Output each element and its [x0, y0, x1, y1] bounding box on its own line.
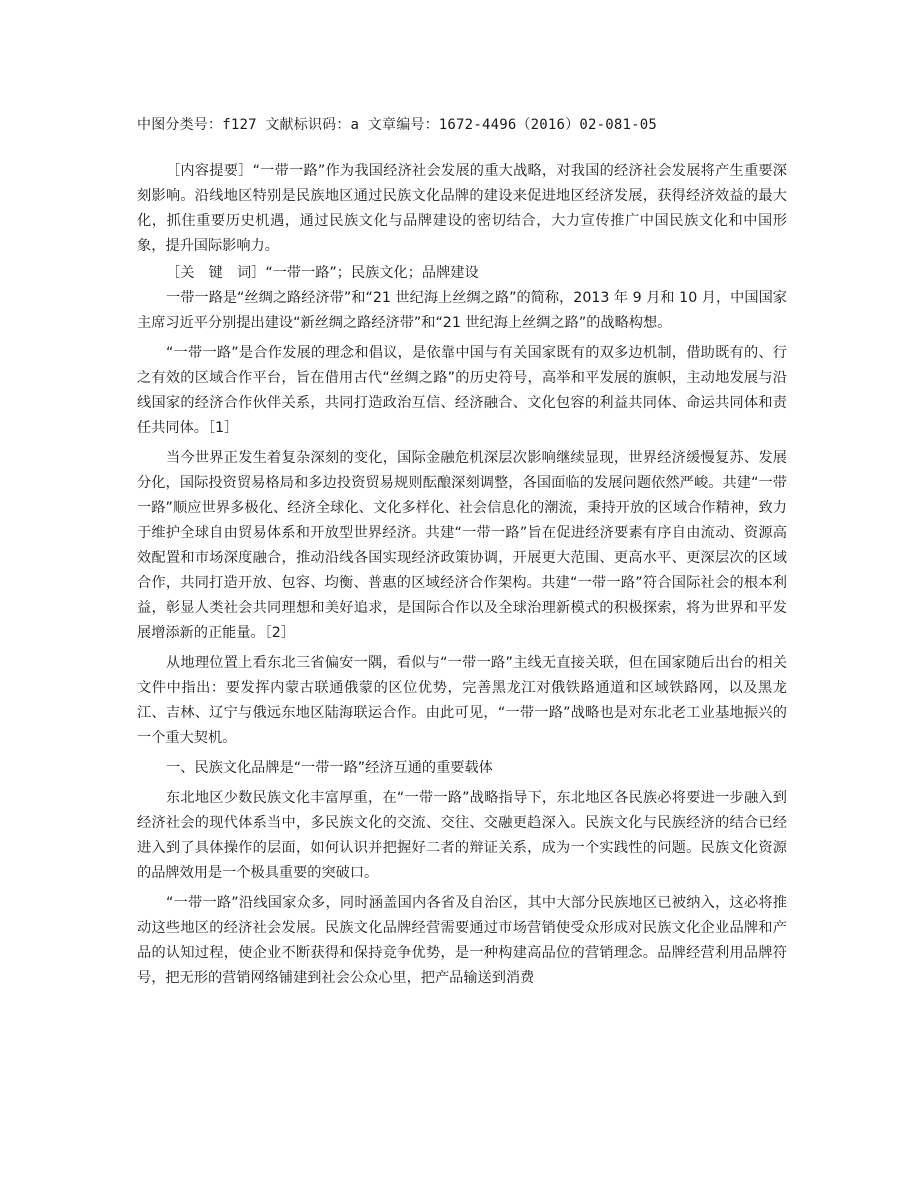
- article-page: [137, 113, 787, 996]
- paragraph-northeast: 从地理位置上看东北三省偏安一隅，看似与“一带一路”主线无直接关联，但在国家随后出台的相关文件中指出：要发挥内蒙古联通俄蒙的区位优势，完善黑龙江对俄铁路通道和区域铁路网，以及黑龙江、吉林、辽宁与俄远东地区陆海联运合作。由此可见，“一带一路”战略也是对东北老工业基地振兴的一个重大契机。: [137, 655, 787, 746]
- classification-line: 中图分类号：f127 文献标识码：a 文章编号：1672-4496（2016）02-081-05: [137, 117, 658, 133]
- keywords: ［关 键 词］“一带一路”；民族文化；品牌建设: [166, 265, 479, 281]
- paragraph-ethnic-culture: 东北地区少数民族文化丰富厚重，在“一带一路”战略指导下，东北地区各民族必将要进一步融入到经济社会的现代体系当中，多民族文化的交流、交往、交融更趋深入。民族文化与民族经济的结合已经进入到了具体操作的层面，如何认识并把握好二者的辩证关系，成为一个实践性的问题。民族文化资源的品牌效用是一个极具重要的突破口。: [137, 790, 787, 881]
- abstract: ［内容提要］“一带一路”作为我国经济社会发展的重大战略，对我国的经济社会发展将产生重要深刻影响。沿线地区特别是民族地区通过民族文化品牌的建设来促进地区经济发展，获得经济效益的最大化，抓住重要历史机遇，通过民族文化与品牌建设的密切结合，大力宣传推广中国民族文化和中国形象，提升国际影响力。: [137, 163, 787, 254]
- section-heading: 一、民族文化品牌是“一带一路”经济互通的重要载体: [166, 760, 493, 776]
- paragraph-concept: “一带一路”是合作发展的理念和倡议，是依靠中国与有关国家既有的双多边机制，借助既有的、行之有效的区域合作平台，旨在借用古代“丝绸之路”的历史符号，高举和平发展的旗帜，主动地发展与沿线国家的经济合作伙伴关系，共同打造政治互信、经济融合、文化包容的利益共同体、命运共同体和责任共同体。［1］: [137, 345, 787, 436]
- paragraph-intro: 一带一路是“丝绸之路经济带”和“21 世纪海上丝绸之路”的简称，2013 年 9 月和 10 月，中国国家主席习近平分别提出建设“新丝绸之路经济带”和“21 世纪海上丝绸之路”的战略构想。: [137, 290, 787, 331]
- paragraph-brand-marketing: “一带一路”沿线国家众多，同时涵盖国内各省及自治区，其中大部分民族地区已被纳入，这必将推动这些地区的经济社会发展。民族文化品牌经营需要通过市场营销使受众形成对民族文化企业品牌和产品的认知过程，使企业不断获得和保持竞争优势，是一种构建高品位的营销理念。品牌经营利用品牌符号，把无形的营销网络铺建到社会公众心里，把产品输送到消费: [137, 895, 787, 986]
- paragraph-world-context: 当今世界正发生着复杂深刻的变化，国际金融危机深层次影响继续显现，世界经济缓慢复苏、发展分化，国际投资贸易格局和多边投资贸易规则酝酿深刻调整，各国面临的发展问题依然严峻。共建“一带一路”顺应世界多极化、经济全球化、文化多样化、社会信息化的潮流，秉持开放的区域合作精神，致力于维护全球自由贸易体系和开放型世界经济。共建“一带一路”旨在促进经济要素有序自由流动、资源高效配置和市场深度融合，推动沿线各国实现经济政策协调，开展更大范围、更高水平、更深层次的区域合作，共同打造开放、包容、均衡、普惠的区域经济合作架构。共建“一带一路”符合国际社会的根本利益，彰显人类社会共同理想和美好追求，是国际合作以及全球治理新模式的积极探索，将为世界和平发展增添新的正能量。［2］: [137, 450, 787, 641]
